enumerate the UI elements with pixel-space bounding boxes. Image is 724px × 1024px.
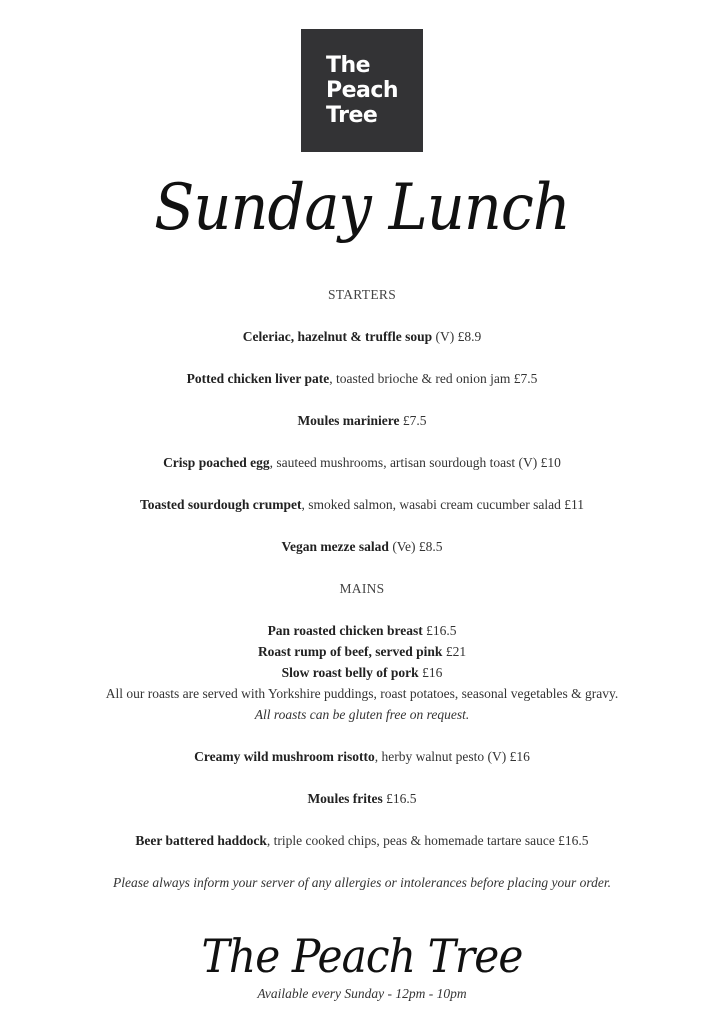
dish-description: , smoked salmon, wasabi cream cucumber salad £11 (301, 497, 585, 512)
dish-description: , herby walnut pesto (V) £16 (374, 749, 530, 764)
logo-text-line-3: Tree (326, 103, 378, 128)
logo-text-line-1: The (326, 53, 371, 78)
gluten-free-note: All roasts can be gluten free on request. (254, 707, 470, 722)
dish-name: Beer battered haddock (135, 833, 267, 848)
dish-description: £7.5 (399, 413, 427, 428)
dish-name: Toasted sourdough crumpet (139, 497, 302, 512)
menu-title: Sunday Lunch (154, 171, 570, 245)
menu-item-main-risotto (0, 748, 724, 766)
dish-description: (V) £8.9 (432, 329, 482, 344)
allergy-note: Please always inform your server of any allergies or intolerances before placing your order. (113, 875, 611, 890)
dish-name: Slow roast belly of pork (281, 665, 419, 680)
dish-name: Celeriac, hazelnut & truffle soup (242, 329, 433, 344)
peach-tree-logo (301, 29, 423, 152)
availability-note: Available every Sunday - 12pm - 10pm (257, 986, 467, 1001)
dish-name: Creamy wild mushroom risotto (194, 749, 375, 764)
menu-item-starter-egg (0, 454, 724, 472)
menu-item-main-chicken (0, 622, 724, 640)
dish-name: Crisp poached egg (163, 455, 270, 470)
menu-item-main-beef (0, 643, 724, 661)
menu-item-starter-mezze (0, 538, 724, 556)
dish-name: Vegan mezze salad (281, 539, 389, 554)
dish-description: £16.5 (382, 791, 417, 806)
menu-item-starter-crumpet (0, 496, 724, 514)
dish-name: Potted chicken liver pate (186, 371, 330, 386)
dish-description: £16 (418, 665, 443, 680)
footer-restaurant-name: The Peach Tree (201, 929, 523, 983)
dish-description: (Ve) £8.5 (388, 539, 443, 554)
dish-name: Pan roasted chicken breast (267, 623, 423, 638)
menu-item-starter-pate (0, 370, 724, 388)
menu-item-main-pork (0, 664, 724, 682)
dish-description: , sauteed mushrooms, artisan sourdough toast (V) £10 (269, 455, 561, 470)
dish-name: Roast rump of beef, served pink (257, 644, 443, 659)
dish-description: , triple cooked chips, peas & homemade tartare sauce £16.5 (266, 833, 589, 848)
logo-text-line-2: Peach (326, 78, 399, 103)
menu-item-starter-soup (0, 328, 724, 346)
dish-description: , toasted brioche & red onion jam £7.5 (329, 371, 538, 386)
menu-item-starter-moules (0, 412, 724, 430)
menu-item-main-haddock (0, 832, 724, 850)
dish-description: £21 (442, 644, 467, 659)
dish-name: Moules mariniere (297, 413, 400, 428)
starters-heading: STARTERS (327, 287, 397, 302)
roast-accompaniments-note: All our roasts are served with Yorkshire puddings, roast potatoes, seasonal vegetables & gravy. (105, 686, 619, 701)
dish-description: £16.5 (422, 623, 457, 638)
mains-heading: MAINS (339, 581, 385, 596)
dish-name: Moules frites (307, 791, 383, 806)
menu-item-main-moules-frites (0, 790, 724, 808)
